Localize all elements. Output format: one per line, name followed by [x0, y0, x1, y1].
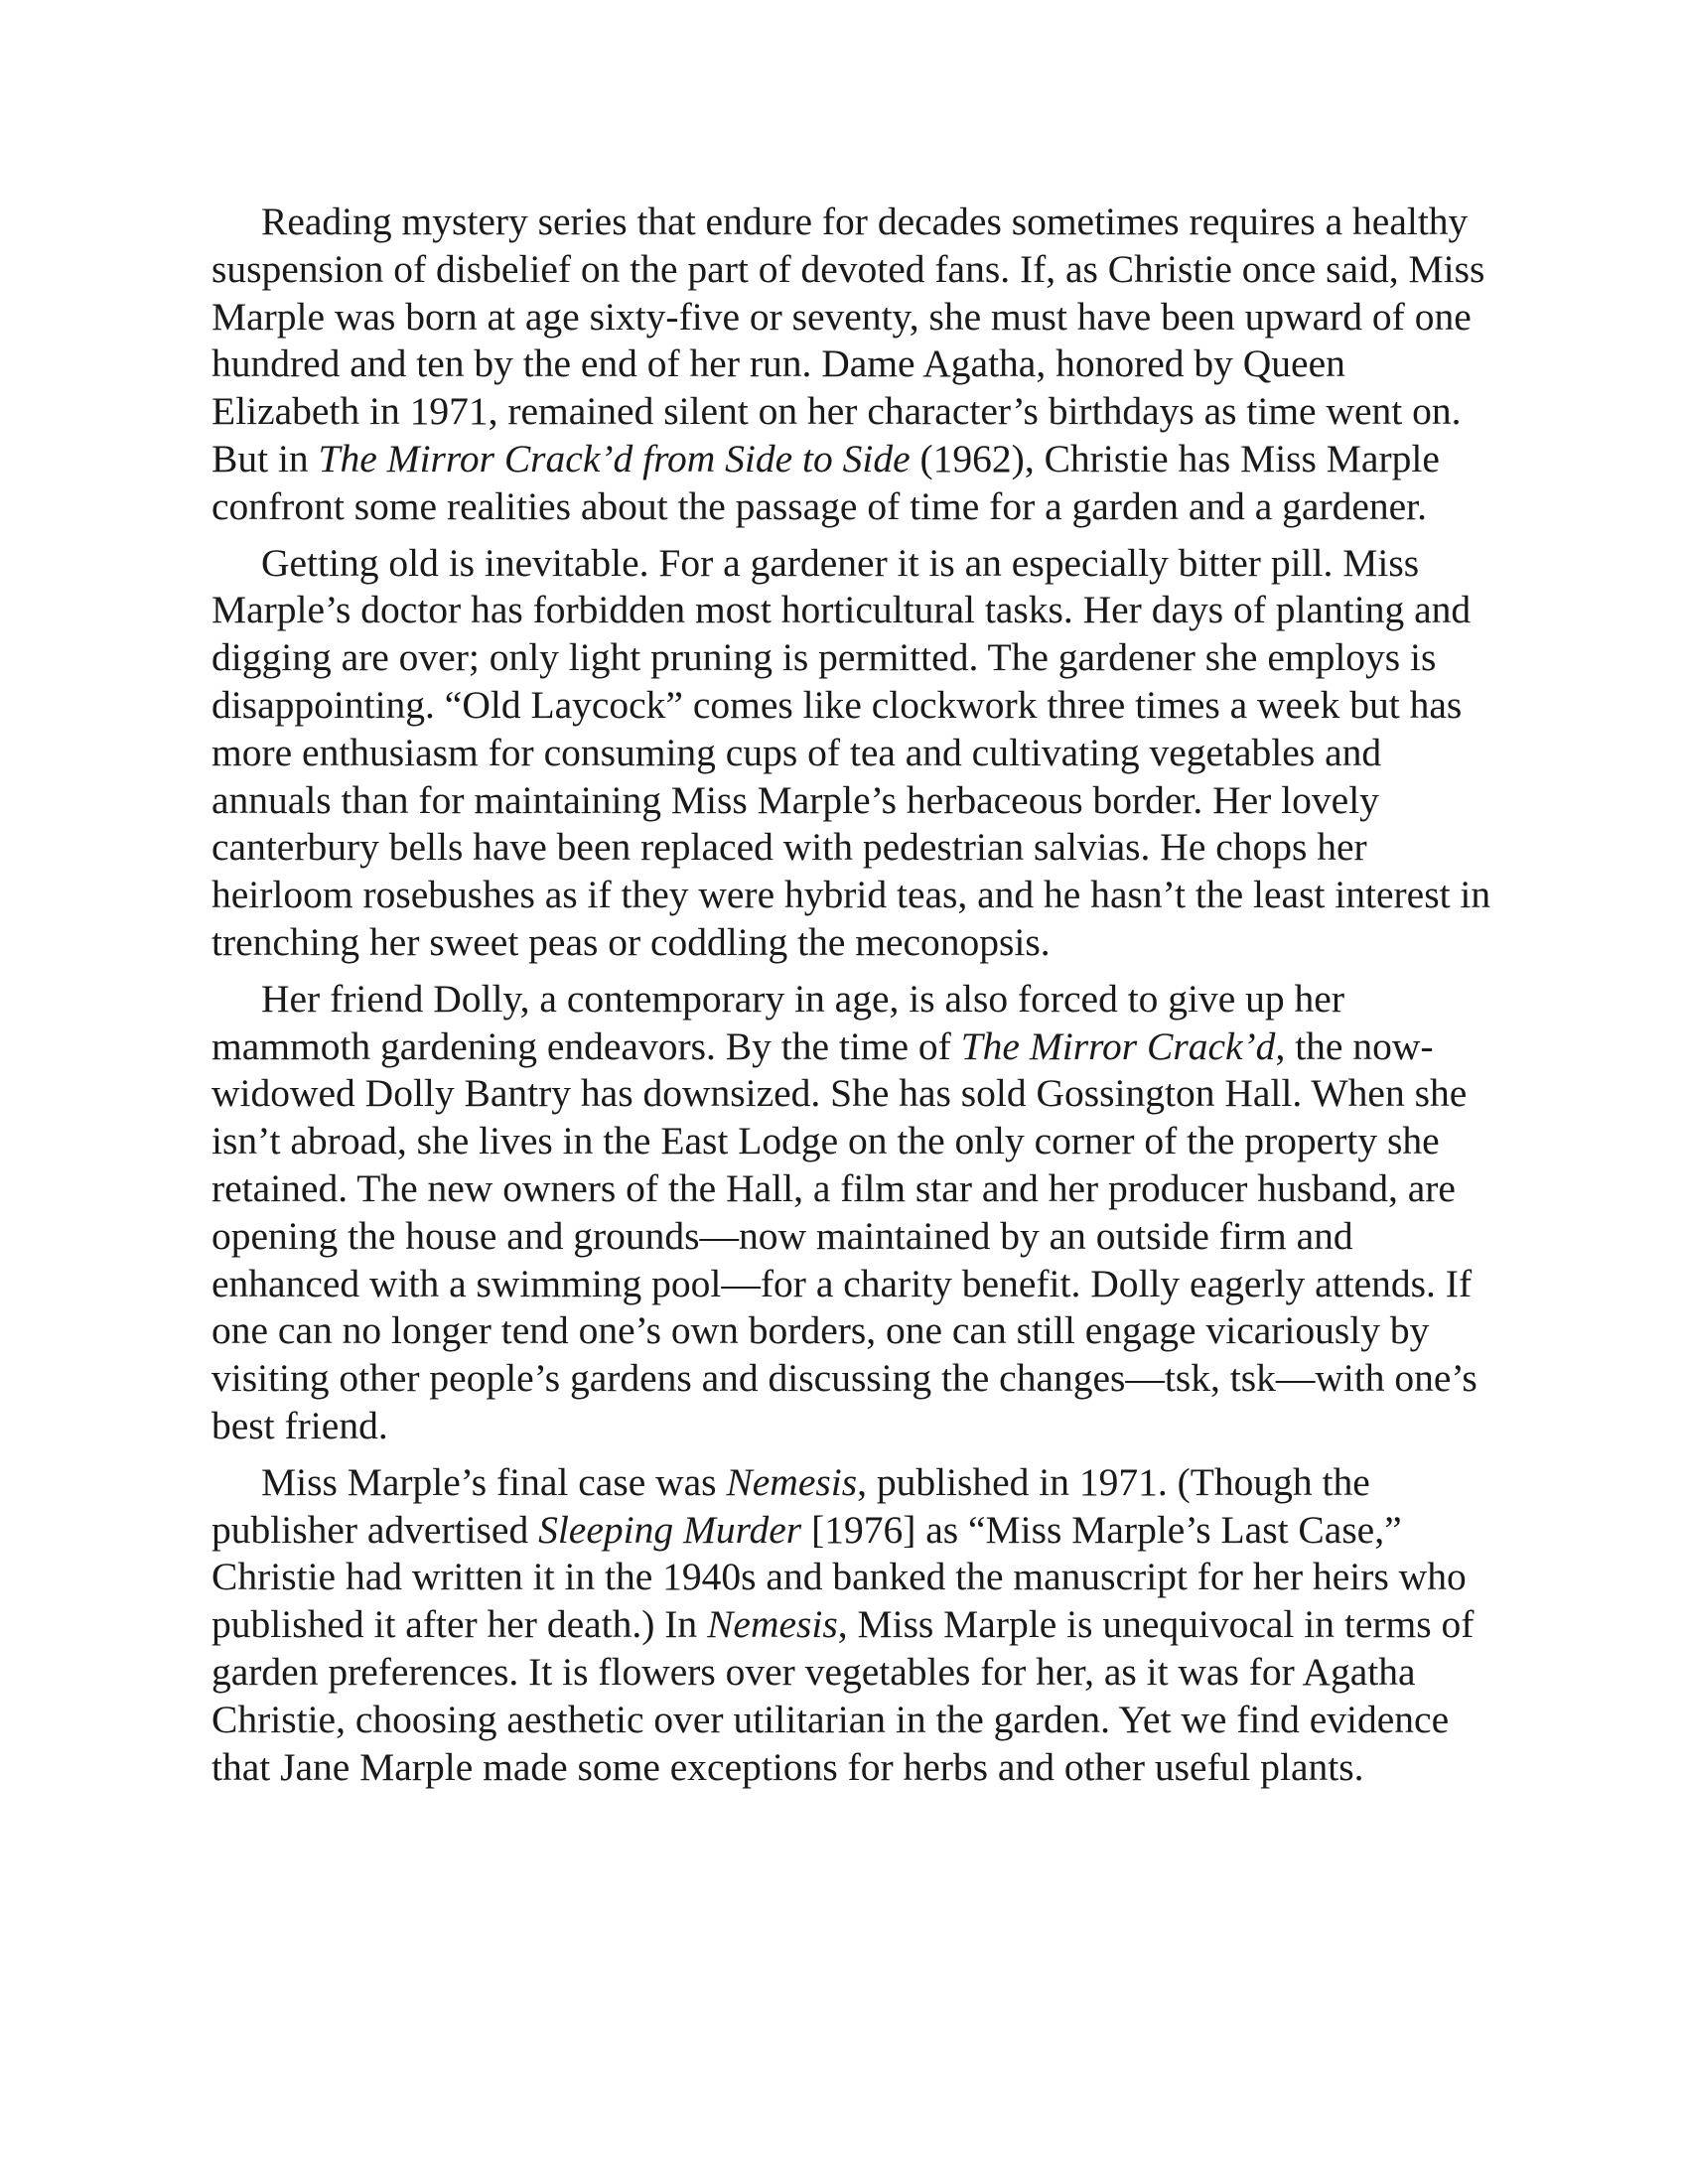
paragraph-3	[211, 976, 1492, 1450]
paragraph-3-text: Her friend Dolly, a contemporary in age, is also forced to give up her mammoth gardening endeavors. By the time of	[211, 976, 1344, 1068]
book-title-nemesis-2: Nemesis	[707, 1602, 838, 1647]
paragraph-1-text: Reading mystery series that endure for decades sometimes requires a healthy suspension of disbelief on the part of devoted fans. If, as Christie once said, Miss Marple was born at age sixty-five or seventy, she must have been upward of one hundred and ten by the end of her run. Dame Agatha, honored by Queen Elizabeth in 1971, remained silent on her character’s birthdays as time went on. But in	[211, 200, 1485, 480]
paragraph-1	[211, 199, 1492, 531]
book-title-mirror-crackd-from-side-to-side: The Mirror Crack’d from Side to Side	[318, 436, 911, 480]
paragraph-1-text-end: (1962), Christie has Miss Marple confront some realities about the passage of time for a garden and a gardener.	[211, 436, 1440, 528]
book-title-mirror-crackd: The Mirror Crack’d	[960, 1024, 1276, 1068]
paragraph-2-text: Getting old is inevitable. For a gardener it is an especially bitter pill. Miss Marple’s doctor has forbidden most horticultural tasks. Her days of planting and digging are over; only light pruning is permitted. The gardener she employs is disappointing. “Old Laycock” comes like clockwork three times a week but has more enthusiasm for consuming cups of tea and cultivating vegetables and annuals than for maintaining Miss Marple’s herbaceous border. Her lovely canterbury bells have been replaced with pedestrian salvias. He chops her heirloom rosebushes as if they were hybrid teas, and he hasn’t the least interest in trenching her sweet peas or coddling the meconopsis.	[211, 540, 1491, 964]
book-title-nemesis: Nemesis	[726, 1459, 858, 1504]
paragraph-4	[211, 1459, 1492, 1792]
paragraph-4-text-3: [1976] as “Miss Marple’s Last Case,” Christie had written it in the 1940s and banked the manuscript for her heirs who published it after her death.) In	[211, 1507, 1467, 1647]
paragraph-2	[211, 540, 1492, 967]
book-title-sleeping-murder: Sleeping Murder	[538, 1507, 802, 1552]
paragraph-3-text-end: , the now-widowed Dolly Bantry has downsized. She has sold Gossington Hall. When she isn’t abroad, she lives in the East Lodge on the only corner of the property she retained. The new owners of the Hall, a film star and her producer husband, are opening the house and grounds—now maintained by an outside firm and enhanced with a swimming pool—for a charity benefit. Dolly eagerly attends. If one can no longer tend one’s own borders, one can still engage vicariously by visiting other people’s gardens and discussing the changes—tsk, tsk—with one’s best friend.	[211, 1024, 1477, 1447]
page-body	[211, 199, 1492, 1791]
paragraph-4-text-end: , Miss Marple is unequivocal in terms of garden preferences. It is flowers over vegetables for her, as it was for Agatha Christie, choosing aesthetic over utilitarian in the garden. Yet we find evidence that Jane Marple made some exceptions for herbs and other useful plants.	[211, 1602, 1475, 1789]
paragraph-4-text-2: , published in 1971. (Though the publisher advertised	[211, 1459, 1370, 1552]
paragraph-4-text: Miss Marple’s final case was	[261, 1459, 727, 1504]
